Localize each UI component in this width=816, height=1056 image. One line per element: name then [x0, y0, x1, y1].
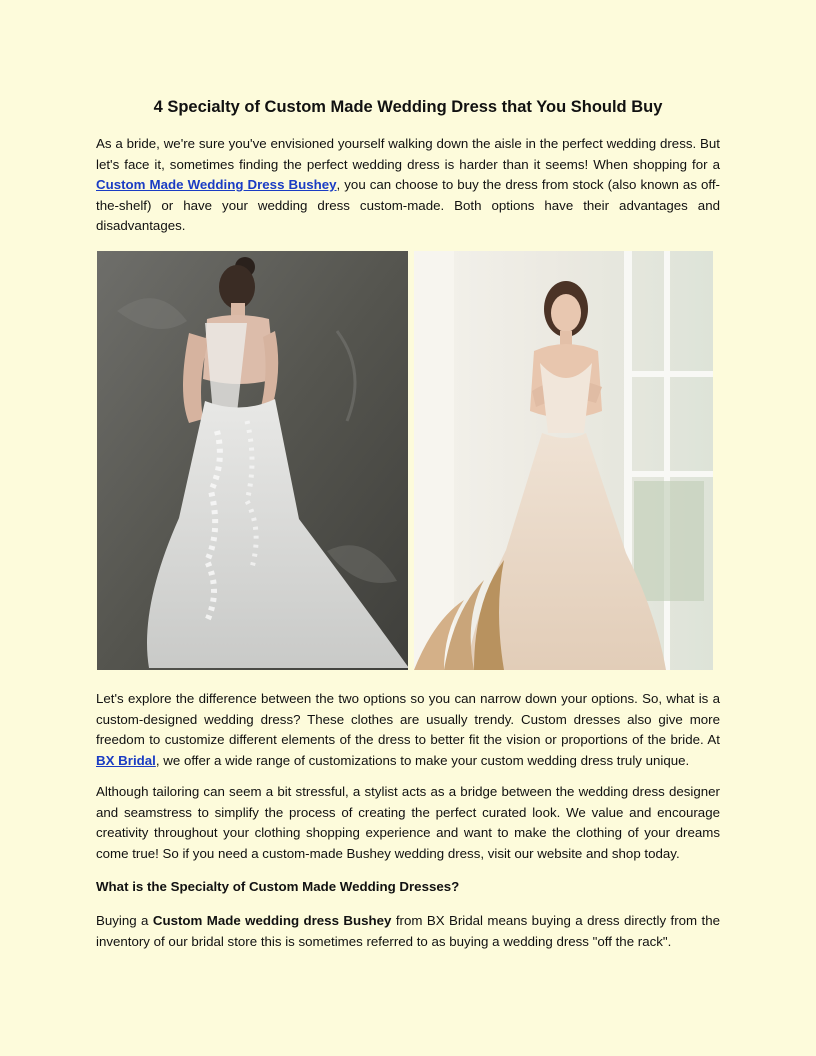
explore-paragraph	[96, 689, 720, 771]
tailoring-paragraph: Although tailoring can seem a bit stressful, a stylist acts as a bridge between the wedding dress designer and seamstress to simplify the process of creating the perfect curated look. We value and encourage creativity throughout your clothing shopping experience and want to make the clothing of your dreams come true! So if you need a custom-made Bushey wedding dress, visit our website and shop today.	[96, 784, 720, 861]
page-title: 4 Specialty of Custom Made Wedding Dress that You Should Buy	[153, 98, 663, 116]
explore-text-after: , we offer a wide range of customizations to make your custom wedding dress truly unique.	[155, 752, 690, 768]
intro-paragraph	[96, 134, 720, 237]
section-heading: What is the Specialty of Custom Made Wedding Dresses?	[96, 879, 460, 894]
intro-text-before: As a bride, we're sure you've envisioned yourself walking down the aisle in the perfect wedding dress. But let's face it, sometimes finding the perfect wedding dress is harder than it seems! When shopping for a	[96, 136, 720, 172]
bride-back-photo	[97, 251, 408, 670]
bride-back-illustration	[97, 251, 408, 670]
intro-text-after: , you can choose to buy the dress from stock (also known as off-the-shelf) or have your wedding dress custom-made. Both options have their advantages and disadvantages.	[96, 177, 720, 234]
explore-text-before: Let's explore the difference between the two options so you can narrow down your options. So, what is a custom-designed wedding dress? These clothes are usually trendy. Custom dresses also give more freedom to customize different elements of the dress to better fit the vision or proportions of the bride. At	[96, 691, 720, 748]
buying-text-after: from BX Bridal means buying a dress directly from the inventory of our bridal store this is sometimes referred to as buying a wedding dress "off the rack".	[96, 913, 720, 949]
buying-bold-phrase: Custom Made wedding dress Bushey	[152, 913, 392, 928]
buying-text-before: Buying a	[96, 913, 153, 928]
bride-front-illustration	[414, 251, 713, 670]
bx-bridal-link[interactable]: BX Bridal	[96, 752, 156, 768]
buying-paragraph	[96, 911, 720, 952]
bride-front-photo	[414, 251, 713, 670]
custom-dress-bushey-link[interactable]: Custom Made Wedding Dress Bushey	[96, 177, 337, 193]
